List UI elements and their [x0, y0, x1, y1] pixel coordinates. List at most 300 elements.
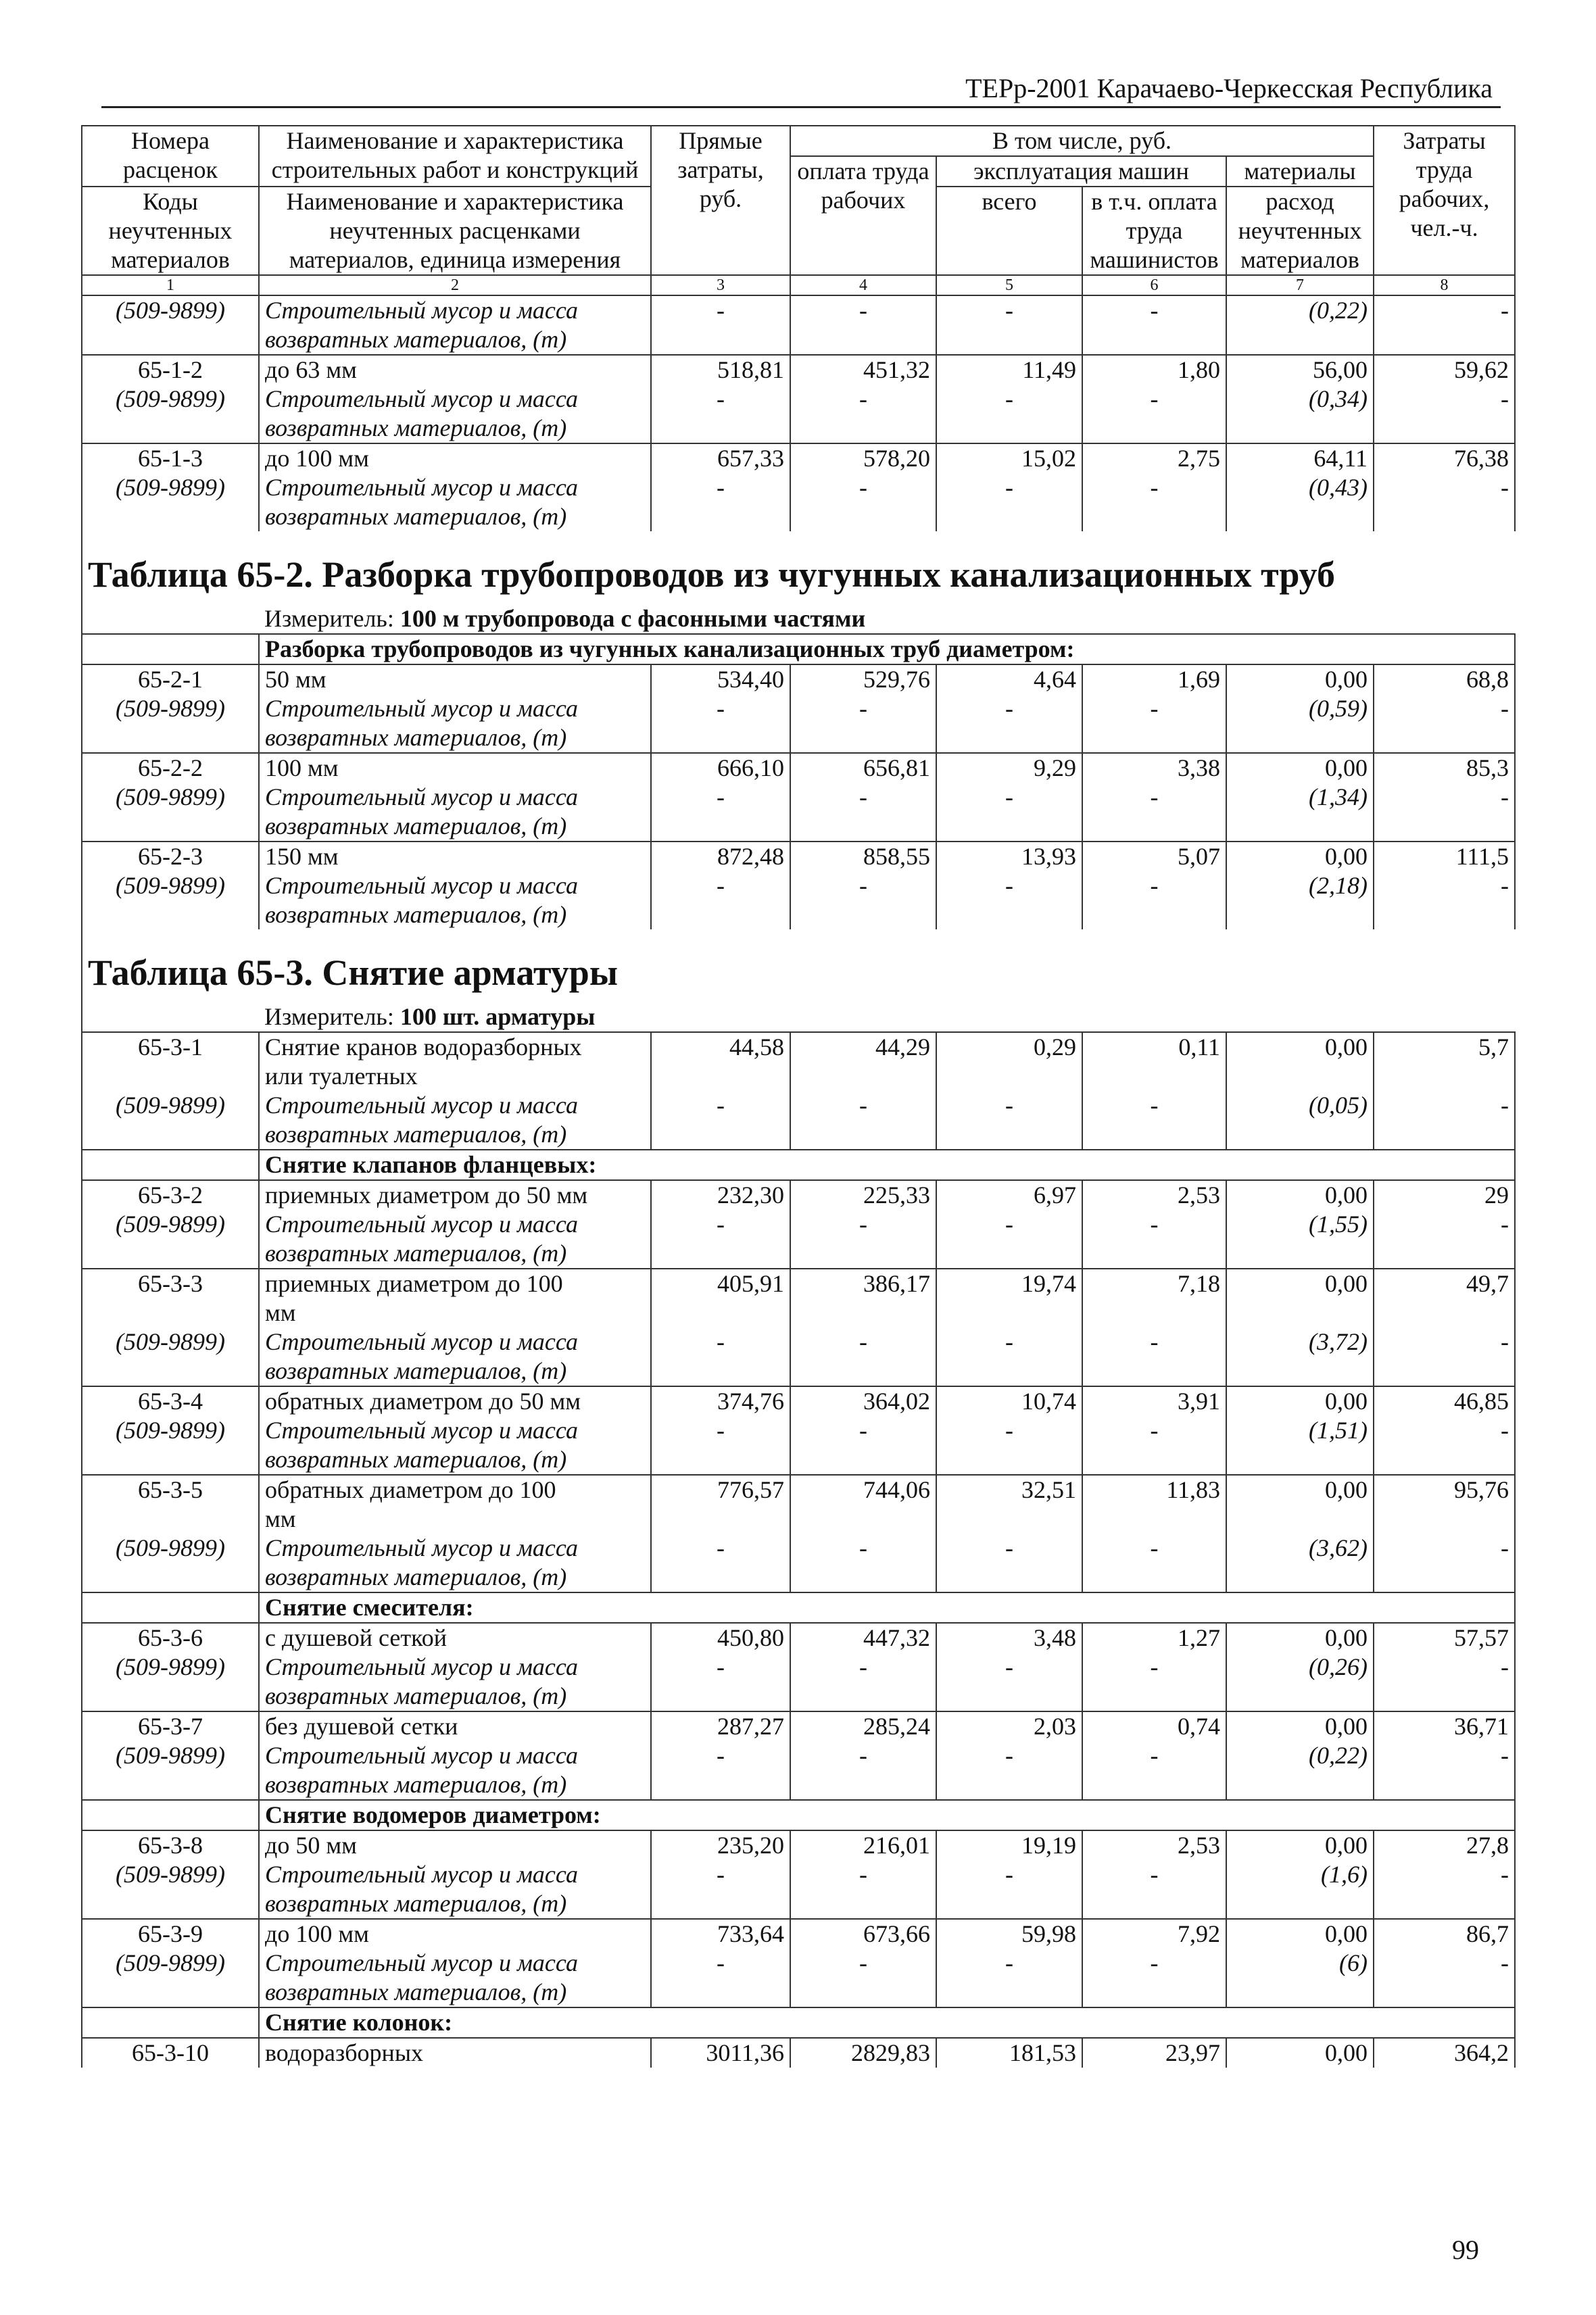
dash-cell: - [936, 295, 1082, 325]
machinist-pay: 1,80 [1082, 355, 1226, 385]
rate-name: до 50 мм [259, 1830, 651, 1860]
material-code [82, 1120, 259, 1150]
rate-code: 65-3-6 [82, 1623, 259, 1653]
material-name: Строительный мусор и масса [259, 1949, 651, 1978]
dash-cell: - [651, 1860, 790, 1889]
labor-hours: 86,7 [1374, 1919, 1515, 1949]
rate-name: до 100 мм [259, 443, 651, 473]
empty-cell [936, 1239, 1082, 1269]
empty-cell [651, 1298, 790, 1327]
material-code [82, 1357, 259, 1386]
waste-material-row-2 [82, 1239, 1515, 1269]
rate-name-continuation [82, 1062, 1515, 1091]
machines-total: 13,93 [936, 842, 1082, 871]
material-name: Строительный мусор и масса [259, 871, 651, 900]
material-name: Строительный мусор и масса [259, 1653, 651, 1682]
col-labor-hours-header: Затраты труда рабочих, чел.-ч. [1374, 126, 1515, 275]
empty-cell [1082, 1889, 1226, 1919]
material-usage: (6) [1226, 1949, 1374, 1978]
dash-cell: - [790, 1534, 936, 1563]
dash-cell: - [936, 1327, 1082, 1357]
material-code [82, 723, 259, 753]
waste-material-row-2 [82, 1563, 1515, 1592]
empty-cell [651, 325, 790, 355]
dash-cell: - [651, 1534, 790, 1563]
material-usage: (2,18) [1226, 871, 1374, 900]
col-material-name-header: Наименование и характеристика неучтенных расценками материалов, единица измерения [259, 187, 651, 275]
subheading: Снятие клапанов фланцевых: [259, 1150, 1515, 1180]
rate-name: приемных диаметром до 100 [259, 1269, 651, 1298]
dash-cell: - [790, 1860, 936, 1889]
dash-cell: - [1082, 871, 1226, 900]
col-labor-pay-header: оплата труда рабочих [790, 156, 936, 275]
empty-cell [936, 1445, 1082, 1475]
colnum: 6 [1082, 275, 1226, 295]
rate-row [82, 1830, 1515, 1860]
labor-pay: 578,20 [790, 443, 936, 473]
empty-cell [82, 1002, 259, 1032]
empty-cell [1082, 1978, 1226, 2007]
material-code [82, 1770, 259, 1800]
labor-pay: 364,02 [790, 1386, 936, 1416]
dash-cell: - [1082, 1949, 1226, 1978]
material-code [82, 502, 259, 531]
dash-cell: - [651, 1741, 790, 1770]
empty-cell [82, 1150, 259, 1180]
empty-cell [1082, 1770, 1226, 1800]
labor-pay: 858,55 [790, 842, 936, 871]
empty-cell [1082, 414, 1226, 443]
dash-cell: - [790, 1091, 936, 1120]
waste-material-row [82, 1327, 1515, 1357]
labor-hours: 364,2 [1374, 2038, 1515, 2068]
rate-code: 65-1-2 [82, 355, 259, 385]
measure-prefix: Измеритель: [264, 605, 400, 632]
dash-cell: - [1082, 1327, 1226, 1357]
empty-cell [1226, 1563, 1374, 1592]
direct-cost: 232,30 [651, 1180, 790, 1210]
labor-pay: 529,76 [790, 664, 936, 694]
rate-code [82, 1505, 259, 1534]
dash-cell: - [790, 783, 936, 812]
waste-material-row-2 [82, 414, 1515, 443]
empty-cell [651, 900, 790, 929]
dash-cell: - [790, 1653, 936, 1682]
empty-cell [936, 1120, 1082, 1150]
empty-cell [651, 414, 790, 443]
dash-cell: - [936, 1949, 1082, 1978]
machines-total: 2,03 [936, 1711, 1082, 1741]
machinist-pay: 7,18 [1082, 1269, 1226, 1298]
col-machinist-pay-header: в т.ч. оплата труда машинистов [1082, 187, 1226, 275]
material-code: (509-9899) [82, 694, 259, 723]
measure-value: 100 шт. арматуры [400, 1003, 596, 1030]
empty-cell [651, 1978, 790, 2007]
dash-cell: - [936, 694, 1082, 723]
direct-cost: 518,81 [651, 355, 790, 385]
empty-cell [936, 1062, 1082, 1091]
empty-cell [651, 502, 790, 531]
empty-cell [1374, 1357, 1515, 1386]
waste-material-row [82, 1091, 1515, 1120]
empty-cell [936, 1563, 1082, 1592]
dash-cell: - [651, 1091, 790, 1120]
labor-pay: 225,33 [790, 1180, 936, 1210]
material-name: Строительный мусор и масса [259, 1741, 651, 1770]
dash-cell: - [651, 1416, 790, 1445]
empty-cell [790, 1120, 936, 1150]
rate-row [82, 842, 1515, 871]
empty-cell [1374, 1770, 1515, 1800]
empty-cell [651, 1239, 790, 1269]
machines-total: 3,48 [936, 1623, 1082, 1653]
rate-name: Снятие кранов водоразборных [259, 1032, 651, 1062]
dash-cell: - [1374, 1949, 1515, 1978]
empty-cell [1226, 1770, 1374, 1800]
empty-cell [1082, 502, 1226, 531]
col-machines-total-header: всего [936, 187, 1082, 275]
waste-material-row [82, 473, 1515, 502]
dash-cell: - [790, 1327, 936, 1357]
machines-total: 0,29 [936, 1032, 1082, 1062]
material-usage: (0,05) [1226, 1091, 1374, 1120]
material-code: (509-9899) [82, 1860, 259, 1889]
material-name: возвратных материалов, (т) [259, 1978, 651, 2007]
material-code: (509-9899) [82, 1091, 259, 1120]
dash-cell: - [1374, 1534, 1515, 1563]
labor-hours: 5,7 [1374, 1032, 1515, 1062]
material-code: (509-9899) [82, 1327, 259, 1357]
empty-cell [1374, 1445, 1515, 1475]
machines-total: 4,64 [936, 664, 1082, 694]
direct-cost: 44,58 [651, 1032, 790, 1062]
material-code [82, 1889, 259, 1919]
dash-cell: - [1374, 1653, 1515, 1682]
labor-hours: 46,85 [1374, 1386, 1515, 1416]
empty-cell [790, 1062, 936, 1091]
rates-table [81, 125, 1516, 2068]
page-header [101, 70, 1501, 108]
machines-total: 19,19 [936, 1830, 1082, 1860]
dash-cell: - [1374, 871, 1515, 900]
labor-pay: 2829,83 [790, 2038, 936, 2068]
rate-row [82, 2038, 1515, 2068]
empty-cell [1374, 812, 1515, 842]
labor-pay: 656,81 [790, 753, 936, 783]
material-code: (509-9899) [82, 1210, 259, 1239]
labor-pay: 386,17 [790, 1269, 936, 1298]
rate-code: 65-3-7 [82, 1711, 259, 1741]
empty-cell [1374, 1120, 1515, 1150]
empty-cell [1374, 1505, 1515, 1534]
waste-material-row [82, 1741, 1515, 1770]
dash-cell: - [936, 1210, 1082, 1239]
dash-cell: - [1374, 783, 1515, 812]
empty-cell [1226, 900, 1374, 929]
table-title-row [82, 531, 1515, 604]
labor-pay: 447,32 [790, 1623, 936, 1653]
empty-cell [1082, 1298, 1226, 1327]
materials-cost: 0,00 [1226, 753, 1374, 783]
dash-cell: - [1374, 1210, 1515, 1239]
labor-hours: 95,76 [1374, 1475, 1515, 1505]
dash-cell: - [790, 295, 936, 325]
rate-code: 65-3-2 [82, 1180, 259, 1210]
material-name: возвратных материалов, (т) [259, 325, 651, 355]
empty-cell [1082, 900, 1226, 929]
col-materials-header: материалы [1226, 156, 1374, 187]
material-usage: (0,26) [1226, 1653, 1374, 1682]
materials-cost: 0,00 [1226, 1919, 1374, 1949]
material-name: возвратных материалов, (т) [259, 812, 651, 842]
empty-cell [1082, 325, 1226, 355]
material-code [82, 1239, 259, 1269]
material-name: Строительный мусор и масса [259, 295, 651, 325]
dash-cell: - [1374, 1860, 1515, 1889]
empty-cell [790, 502, 936, 531]
labor-hours: 57,57 [1374, 1623, 1515, 1653]
colnum: 7 [1226, 275, 1374, 295]
empty-cell [1082, 1239, 1226, 1269]
material-usage: (0,22) [1226, 295, 1374, 325]
rate-code: 65-3-1 [82, 1032, 259, 1062]
colnum: 2 [259, 275, 651, 295]
empty-cell [1226, 1445, 1374, 1475]
material-code: (509-9899) [82, 1416, 259, 1445]
empty-cell [936, 502, 1082, 531]
empty-cell [936, 414, 1082, 443]
rate-name: до 63 мм [259, 355, 651, 385]
empty-cell [1082, 812, 1226, 842]
empty-cell [1374, 414, 1515, 443]
rate-name-continuation [82, 1505, 1515, 1534]
material-code [82, 1445, 259, 1475]
empty-cell [651, 723, 790, 753]
waste-material-row [82, 1653, 1515, 1682]
material-code [82, 1978, 259, 2007]
direct-cost: 534,40 [651, 664, 790, 694]
rate-code: 65-3-5 [82, 1475, 259, 1505]
waste-material-row [82, 1210, 1515, 1239]
measure-unit [259, 1002, 1515, 1032]
dash-cell: - [790, 1741, 936, 1770]
empty-cell [790, 1563, 936, 1592]
dash-cell: - [790, 694, 936, 723]
waste-material-row [82, 1416, 1515, 1445]
materials-cost: 64,11 [1226, 443, 1374, 473]
column-numbers-row [82, 275, 1515, 295]
labor-hours: 29 [1374, 1180, 1515, 1210]
empty-cell [790, 1357, 936, 1386]
empty-cell [651, 1889, 790, 1919]
machinist-pay: 23,97 [1082, 2038, 1226, 2068]
empty-cell [1082, 1062, 1226, 1091]
empty-cell [790, 1239, 936, 1269]
labor-pay: 451,32 [790, 355, 936, 385]
direct-cost: 374,76 [651, 1386, 790, 1416]
rate-name: или туалетных [259, 1062, 651, 1091]
rate-row [82, 1623, 1515, 1653]
material-name: Строительный мусор и масса [259, 1091, 651, 1120]
empty-cell [936, 1889, 1082, 1919]
empty-cell [651, 812, 790, 842]
machinist-pay: 0,11 [1082, 1032, 1226, 1062]
colnum: 5 [936, 275, 1082, 295]
page-header-title: ТЕРр-2001 Карачаево-Черкесская Республика [965, 73, 1493, 103]
waste-material-row [82, 694, 1515, 723]
rate-name: водоразборных [259, 2038, 651, 2068]
direct-cost: 450,80 [651, 1623, 790, 1653]
empty-cell [651, 1062, 790, 1091]
dash-cell: - [790, 473, 936, 502]
labor-pay: 216,01 [790, 1830, 936, 1860]
empty-cell [1226, 325, 1374, 355]
direct-cost: 287,27 [651, 1711, 790, 1741]
rate-code: 65-1-3 [82, 443, 259, 473]
dash-cell: - [1082, 385, 1226, 414]
subheading-row [82, 634, 1515, 664]
empty-cell [1374, 1889, 1515, 1919]
measure-prefix: Измеритель: [264, 1003, 400, 1030]
empty-cell [936, 1505, 1082, 1534]
col-rate-number-header: Номера расценок [82, 126, 259, 187]
empty-cell [1226, 502, 1374, 531]
empty-cell [790, 1978, 936, 2007]
subheading: Снятие смесителя: [259, 1592, 1515, 1623]
materials-cost: 0,00 [1226, 1475, 1374, 1505]
material-code [82, 325, 259, 355]
waste-material-row-2 [82, 1120, 1515, 1150]
empty-cell [82, 1592, 259, 1623]
rate-code: 65-3-9 [82, 1919, 259, 1949]
material-usage: (0,22) [1226, 1741, 1374, 1770]
direct-cost: 733,64 [651, 1919, 790, 1949]
rate-name: без душевой сетки [259, 1711, 651, 1741]
empty-cell [790, 1505, 936, 1534]
empty-cell [651, 1770, 790, 1800]
empty-cell [936, 812, 1082, 842]
direct-cost: 657,33 [651, 443, 790, 473]
empty-cell [790, 1445, 936, 1475]
subheading: Снятие водомеров диаметром: [259, 1800, 1515, 1830]
machinist-pay: 1,69 [1082, 664, 1226, 694]
col-material-usage-header: расход неучтенных материалов [1226, 187, 1374, 275]
empty-cell [936, 1357, 1082, 1386]
material-name: возвратных материалов, (т) [259, 414, 651, 443]
materials-cost: 0,00 [1226, 1386, 1374, 1416]
dash-cell: - [790, 1416, 936, 1445]
empty-cell [1226, 1298, 1374, 1327]
dash-cell: - [936, 1741, 1082, 1770]
empty-cell [790, 900, 936, 929]
dash-cell: - [651, 783, 790, 812]
page-number: 99 [1452, 2235, 1479, 2265]
materials-cost: 0,00 [1226, 1623, 1374, 1653]
dash-cell: - [790, 385, 936, 414]
empty-cell [1374, 1682, 1515, 1711]
material-name: возвратных материалов, (т) [259, 1120, 651, 1150]
labor-pay: 285,24 [790, 1711, 936, 1741]
material-code: (509-9899) [82, 1741, 259, 1770]
colnum: 3 [651, 275, 790, 295]
empty-cell [790, 812, 936, 842]
empty-cell [1082, 1357, 1226, 1386]
dash-cell: - [1082, 1860, 1226, 1889]
empty-cell [82, 634, 259, 664]
dash-cell: - [651, 1653, 790, 1682]
empty-cell [651, 1357, 790, 1386]
material-name: Строительный мусор и масса [259, 783, 651, 812]
waste-material-row [82, 783, 1515, 812]
col-direct-cost-header: Прямые затраты, руб. [651, 126, 790, 275]
dash-cell: - [936, 473, 1082, 502]
materials-cost: 0,00 [1226, 1711, 1374, 1741]
dash-cell: - [651, 871, 790, 900]
rate-name: 150 мм [259, 842, 651, 871]
labor-hours: 36,71 [1374, 1711, 1515, 1741]
subheading: Снятие колонок: [259, 2007, 1515, 2038]
rate-code: 65-3-8 [82, 1830, 259, 1860]
empty-cell [1082, 1505, 1226, 1534]
empty-cell [651, 1563, 790, 1592]
dash-cell: - [1082, 1091, 1226, 1120]
rate-code: 65-2-2 [82, 753, 259, 783]
rate-row [82, 443, 1515, 473]
empty-cell [1082, 1682, 1226, 1711]
measure-unit [259, 604, 1515, 634]
rate-row [82, 753, 1515, 783]
dash-cell: - [936, 385, 1082, 414]
empty-cell [1226, 812, 1374, 842]
rate-row [82, 1032, 1515, 1062]
rate-row [82, 1180, 1515, 1210]
dash-cell: - [1374, 295, 1515, 325]
waste-material-row [82, 871, 1515, 900]
machines-total: 15,02 [936, 443, 1082, 473]
waste-material-row-2 [82, 325, 1515, 355]
material-name: возвратных материалов, (т) [259, 900, 651, 929]
measure-row [82, 604, 1515, 634]
waste-material-row-2 [82, 1682, 1515, 1711]
empty-cell [936, 1298, 1082, 1327]
labor-hours: 76,38 [1374, 443, 1515, 473]
material-usage: (1,51) [1226, 1416, 1374, 1445]
empty-cell [1374, 325, 1515, 355]
material-code: (509-9899) [82, 1534, 259, 1563]
dash-cell: - [1374, 385, 1515, 414]
rate-name: мм [259, 1298, 651, 1327]
empty-cell [936, 1978, 1082, 2007]
empty-cell [1226, 1239, 1374, 1269]
material-name: возвратных материалов, (т) [259, 1445, 651, 1475]
empty-cell [82, 1800, 259, 1830]
empty-cell [1226, 1505, 1374, 1534]
empty-cell [651, 1120, 790, 1150]
dash-cell: - [936, 871, 1082, 900]
materials-cost: 0,00 [1226, 2038, 1374, 2068]
machinist-pay: 3,91 [1082, 1386, 1226, 1416]
dash-cell: - [1374, 1416, 1515, 1445]
machinist-pay: 7,92 [1082, 1919, 1226, 1949]
dash-cell: - [936, 1860, 1082, 1889]
empty-cell [790, 1770, 936, 1800]
materials-cost: 56,00 [1226, 355, 1374, 385]
colnum: 1 [82, 275, 259, 295]
empty-cell [790, 1889, 936, 1919]
empty-cell [1374, 900, 1515, 929]
empty-cell [1226, 414, 1374, 443]
material-name: возвратных материалов, (т) [259, 1770, 651, 1800]
